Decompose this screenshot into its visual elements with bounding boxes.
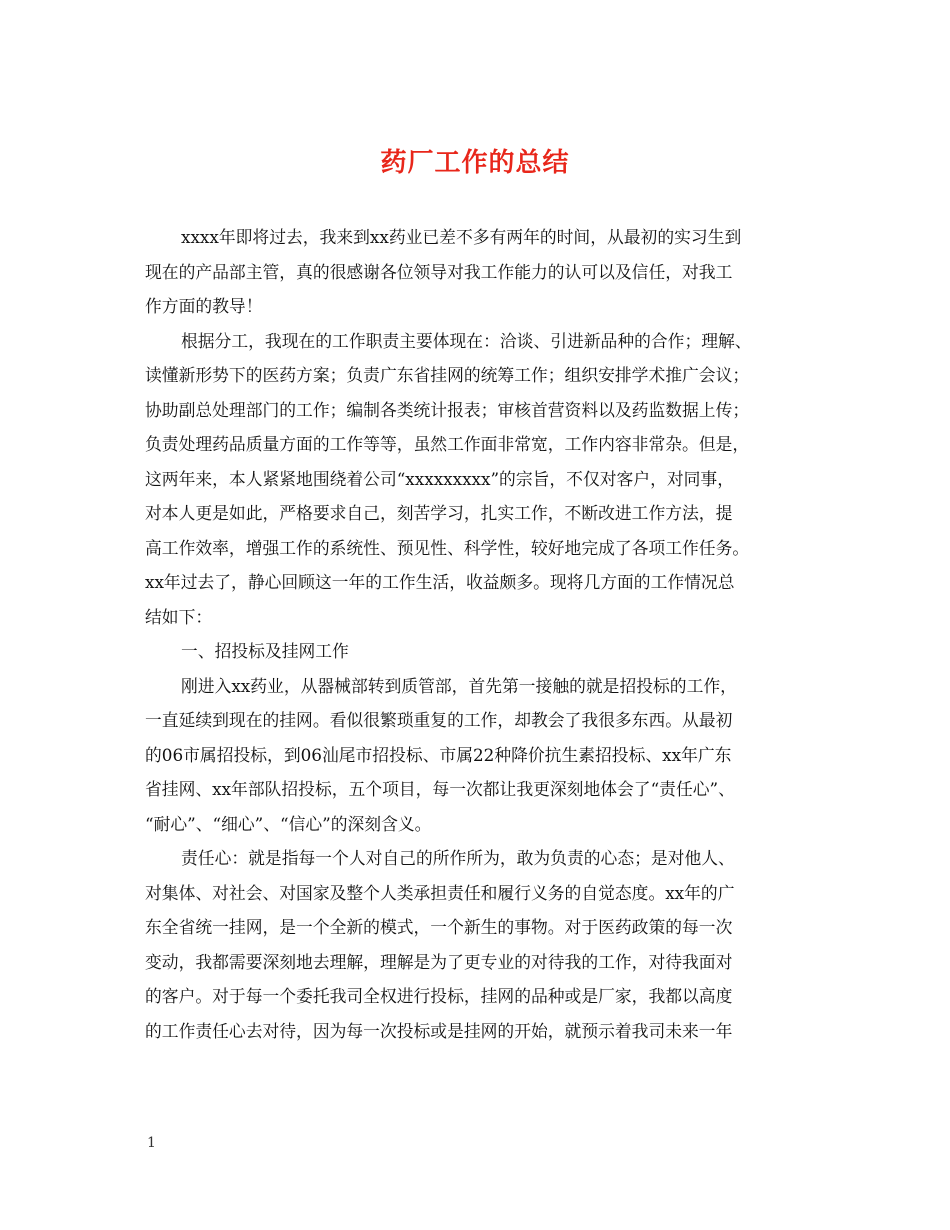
section-heading: 一、招投标及挂网工作	[181, 641, 349, 661]
text-line: 的06市属招投标，到06汕尾市招投标、市属22种降价抗生素招投标、xx年广东	[145, 744, 732, 765]
text-line: 东全省统一挂网，是一个全新的模式，一个新生的事物。对于医药政策的每一次	[145, 917, 733, 937]
text-line: 作方面的教导！	[145, 296, 263, 316]
text-line: 结如下：	[145, 606, 213, 627]
text-line: 对本人更是如此，严格要求自己，刻苦学习，扎实工作，不断改进工作方法，提	[145, 503, 733, 523]
text-line: 协助副总处理部门的工作；编制各类统计报表；审核首营资料以及药监数据上传；	[145, 399, 750, 420]
text-line: 这两年来，本人紧紧地围绕着公司“xxxxxxxxx”的宗旨，不仅对客户，对同事，	[145, 468, 734, 489]
page-number: 1	[147, 1135, 156, 1151]
text-line: 负责处理药品质量方面的工作等等，虽然工作面非常宽，工作内容非常杂。但是，	[145, 434, 750, 454]
text-line: 现在的产品部主管，真的很感谢各位领导对我工作能力的认可以及信任，对我工	[145, 261, 733, 282]
text-line: 的客户。对于每一个委托我司全权进行投标，挂网的品种或是厂家，我都以高度	[145, 986, 733, 1006]
text-line: 变动，我都需要深刻地去理解，理解是为了更专业的对待我的工作，对待我面对	[145, 951, 733, 972]
text-line: 省挂网、xx年部队招投标，五个项目，每一次都让我更深刻地体会了“责任心”、	[145, 779, 735, 799]
text-line: 责任心：就是指每一个人对自己的所作所为，敢为负责的心态；是对他人、	[181, 848, 735, 868]
text-line: 的工作责任心去对待，因为每一次投标或是挂网的开始，就预示着我司未来一年	[145, 1020, 733, 1041]
document-body	[145, 220, 810, 1048]
text-line: xxxx年即将过去，我来到xx药业已差不多有两年的时间，从最初的实习生到	[181, 227, 742, 247]
text-line: 高工作效率，增强工作的系统性、预见性、科学性，较好地完成了各项工作任务。	[145, 537, 750, 558]
text-line: 刚进入xx药业，从器械部转到质管部，首先第一接触的就是招投标的工作，	[181, 675, 737, 696]
text-line: xx年过去了，静心回顾这一年的工作生活，收益颇多。现将几方面的工作情况总	[145, 572, 735, 592]
text-line: 读懂新形势下的医药方案；负责广东省挂网的统筹工作；组织安排学术推广会议；	[145, 365, 750, 385]
text-line: 对集体、对社会、对国家及整个人类承担责任和履行义务的自觉态度。xx年的广	[145, 882, 735, 903]
text-line: 一直延续到现在的挂网。看似很繁琐重复的工作，却教会了我很多东西。从最初	[145, 710, 733, 730]
text-line: “耐心”、“细心”、“信心”的深刻含义。	[145, 813, 432, 834]
document-title: 药厂工作的总结	[380, 148, 570, 178]
text-line: 根据分工，我现在的工作职责主要体现在：洽谈、引进新品种的合作；理解、	[181, 330, 752, 351]
